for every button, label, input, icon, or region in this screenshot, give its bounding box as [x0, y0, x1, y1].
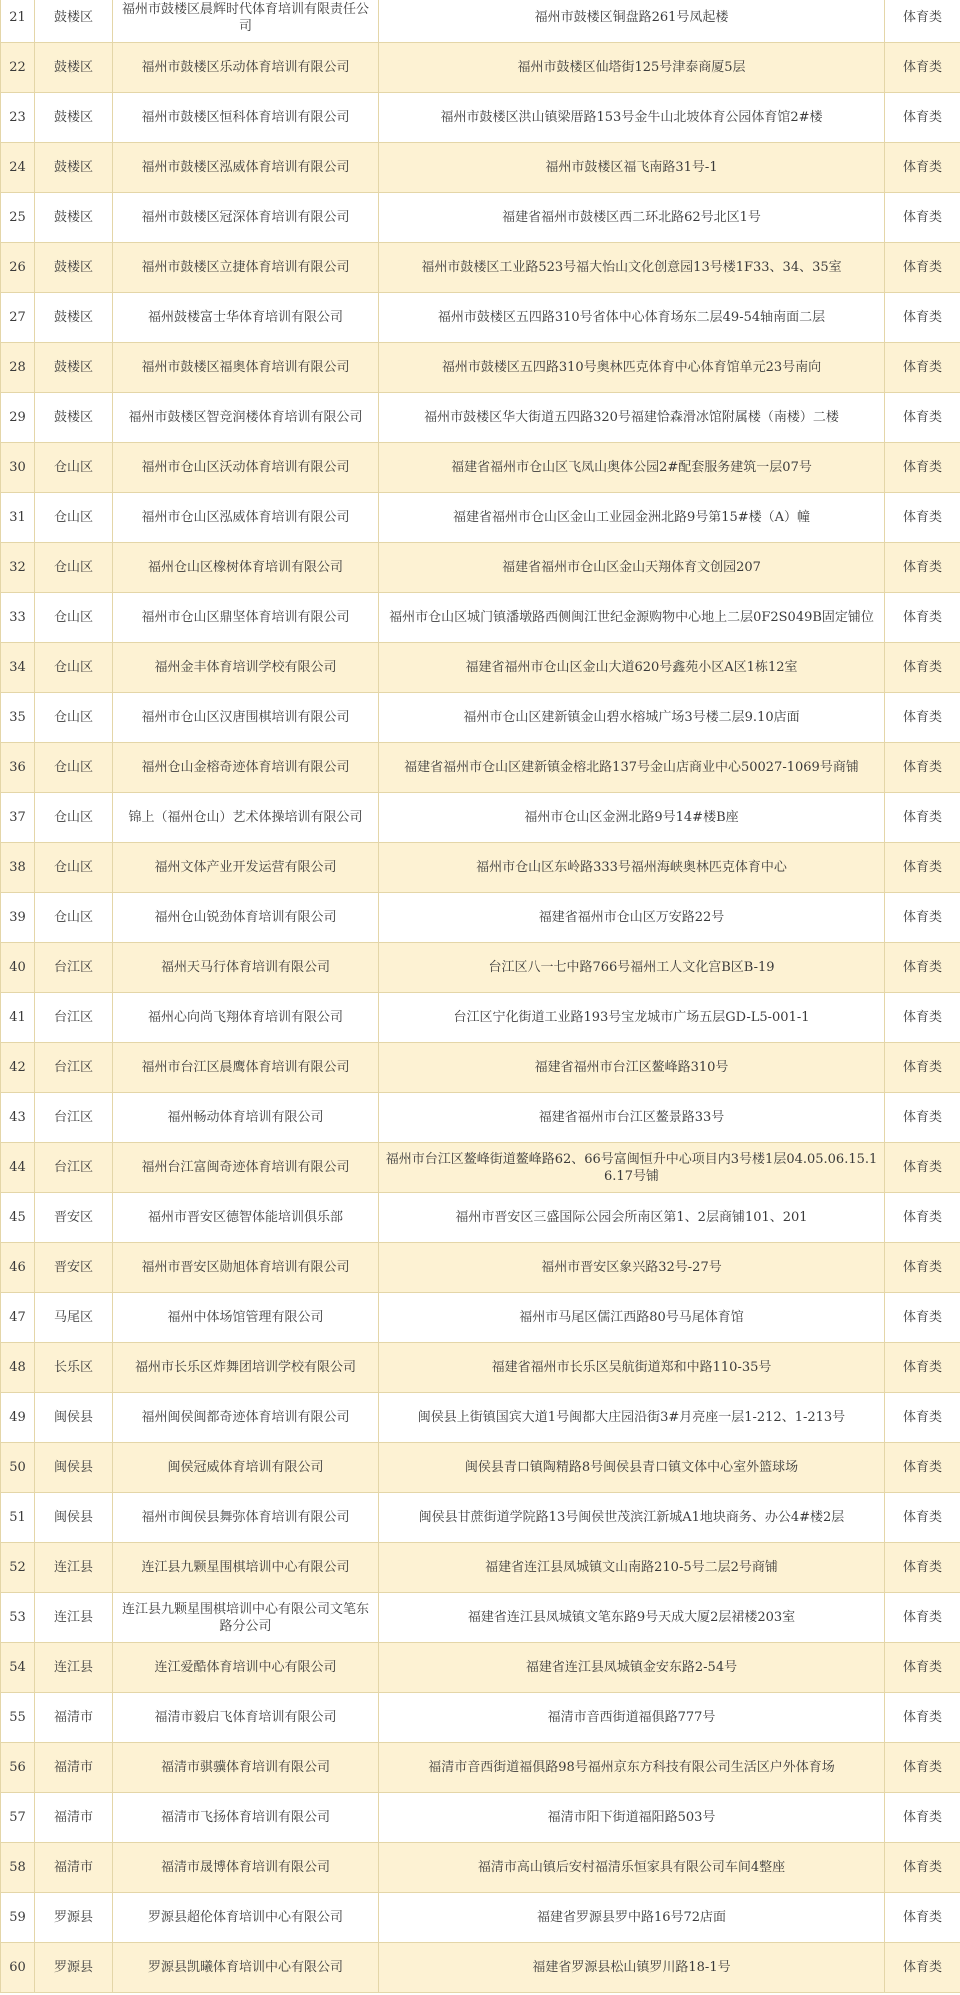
district-cell: 鼓楼区	[35, 193, 113, 243]
category-cell: 体育类	[885, 593, 960, 643]
institution-name-cell: 福州市长乐区炸舞团培训学校有限公司	[113, 1343, 379, 1393]
institution-name-cell: 福州市鼓楼区智竞润楼体育培训有限公司	[113, 393, 379, 443]
district-cell: 连江县	[35, 1643, 113, 1693]
district-cell: 福清市	[35, 1743, 113, 1793]
row-number: 30	[1, 443, 35, 493]
table-row	[1, 843, 960, 893]
table-row	[1, 1943, 960, 1993]
category-cell: 体育类	[885, 793, 960, 843]
category-cell: 体育类	[885, 1693, 960, 1743]
institution-name-cell: 福州市晋安区德智体能培训俱乐部	[113, 1193, 379, 1243]
institution-name-cell: 锦上（福州仓山）艺术体操培训有限公司	[113, 793, 379, 843]
category-cell: 体育类	[885, 1243, 960, 1293]
institution-name-cell: 福州市鼓楼区恒科体育培训有限公司	[113, 93, 379, 143]
district-cell: 仓山区	[35, 843, 113, 893]
district-cell: 福清市	[35, 1843, 113, 1893]
row-number: 60	[1, 1943, 35, 1993]
address-cell: 福州市鼓楼区华大街道五四路320号福建恰森滑冰馆附属楼（南楼）二楼	[379, 393, 885, 443]
category-cell: 体育类	[885, 143, 960, 193]
address-cell: 福州市鼓楼区工业路523号福大怡山文化创意园13号楼1F33、34、35室	[379, 243, 885, 293]
district-cell: 福清市	[35, 1793, 113, 1843]
institution-name-cell: 福清市晟博体育培训有限公司	[113, 1843, 379, 1893]
address-cell: 福建省福州市仓山区金山天翔体育文创园207	[379, 543, 885, 593]
table-row	[1, 893, 960, 943]
address-cell: 福清市高山镇后安村福清乐恒家具有限公司车间4整座	[379, 1843, 885, 1893]
table-row	[1, 593, 960, 643]
district-cell: 鼓楼区	[35, 0, 113, 43]
category-cell: 体育类	[885, 1293, 960, 1343]
institution-name-cell: 福清市飞扬体育培训有限公司	[113, 1793, 379, 1843]
category-cell: 体育类	[885, 693, 960, 743]
address-cell: 台江区八一七中路766号福州工人文化宫B区B-19	[379, 943, 885, 993]
row-number: 55	[1, 1693, 35, 1743]
table-row	[1, 943, 960, 993]
table-row	[1, 1293, 960, 1343]
address-cell: 福建省福州市仓山区金山工业园金洲北路9号第15#楼（A）幢	[379, 493, 885, 543]
district-cell: 台江区	[35, 943, 113, 993]
row-number: 29	[1, 393, 35, 443]
row-number: 52	[1, 1543, 35, 1593]
table-row	[1, 193, 960, 243]
address-cell: 福建省福州市仓山区飞凤山奥体公园2#配套服务建筑一层07号	[379, 443, 885, 493]
address-cell: 福建省福州市仓山区万安路22号	[379, 893, 885, 943]
institution-name-cell: 福州鼓楼富士华体育培训有限公司	[113, 293, 379, 343]
address-cell: 福建省福州市台江区鳌峰路310号	[379, 1043, 885, 1093]
district-cell: 台江区	[35, 1043, 113, 1093]
category-cell: 体育类	[885, 243, 960, 293]
district-cell: 仓山区	[35, 743, 113, 793]
row-number: 39	[1, 893, 35, 943]
district-cell: 闽侯县	[35, 1493, 113, 1543]
institution-name-cell: 福州天马行体育培训有限公司	[113, 943, 379, 993]
table-row	[1, 1643, 960, 1693]
district-cell: 罗源县	[35, 1943, 113, 1993]
row-number: 42	[1, 1043, 35, 1093]
table-row	[1, 293, 960, 343]
institution-name-cell: 连江县九颗星围棋培训中心有限公司	[113, 1543, 379, 1593]
district-cell: 鼓楼区	[35, 143, 113, 193]
institution-name-cell: 福州心向尚飞翔体育培训有限公司	[113, 993, 379, 1043]
address-cell: 福州市仓山区城门镇潘墩路西侧闽江世纪金源购物中心地上二层0F2S049B固定铺位	[379, 593, 885, 643]
table-row	[1, 1043, 960, 1093]
table-row	[1, 1393, 960, 1443]
category-cell: 体育类	[885, 893, 960, 943]
category-cell: 体育类	[885, 0, 960, 43]
row-number: 40	[1, 943, 35, 993]
address-cell: 福清市音西街道福俱路98号福州京东方科技有限公司生活区户外体育场	[379, 1743, 885, 1793]
address-cell: 福州市鼓楼区福飞南路31号-1	[379, 143, 885, 193]
district-cell: 台江区	[35, 993, 113, 1043]
table-row	[1, 243, 960, 293]
category-cell: 体育类	[885, 1443, 960, 1493]
address-cell: 福建省福州市长乐区吴航街道郑和中路110-35号	[379, 1343, 885, 1393]
row-number: 22	[1, 43, 35, 93]
table-row	[1, 443, 960, 493]
institution-name-cell: 福州仓山区橡树体育培训有限公司	[113, 543, 379, 593]
table-row	[1, 1693, 960, 1743]
category-cell: 体育类	[885, 393, 960, 443]
address-cell: 福建省连江县凤城镇文山南路210-5号二层2号商铺	[379, 1543, 885, 1593]
table-row	[1, 1593, 960, 1643]
institution-name-cell: 福州市闽侯县舞弥体育培训有限公司	[113, 1493, 379, 1543]
row-number: 21	[1, 0, 35, 43]
district-cell: 台江区	[35, 1143, 113, 1193]
category-cell: 体育类	[885, 993, 960, 1043]
category-cell: 体育类	[885, 543, 960, 593]
row-number: 47	[1, 1293, 35, 1343]
institution-name-cell: 福州市鼓楼区福奥体育培训有限公司	[113, 343, 379, 393]
district-cell: 仓山区	[35, 593, 113, 643]
district-cell: 闽侯县	[35, 1443, 113, 1493]
district-cell: 仓山区	[35, 443, 113, 493]
institution-name-cell: 福州市仓山区鼎坚体育培训有限公司	[113, 593, 379, 643]
table-row	[1, 1893, 960, 1943]
row-number: 43	[1, 1093, 35, 1143]
address-cell: 福建省连江县凤城镇文笔东路9号天成大厦2层裙楼203室	[379, 1593, 885, 1643]
category-cell: 体育类	[885, 43, 960, 93]
category-cell: 体育类	[885, 1093, 960, 1143]
address-cell: 台江区宁化街道工业路193号宝龙城市广场五层GD-L5-001-1	[379, 993, 885, 1043]
institution-name-cell: 福州市晋安区勋旭体育培训有限公司	[113, 1243, 379, 1293]
category-cell: 体育类	[885, 1743, 960, 1793]
institution-name-cell: 福州闽侯闽都奇迹体育培训有限公司	[113, 1393, 379, 1443]
district-cell: 晋安区	[35, 1243, 113, 1293]
row-number: 24	[1, 143, 35, 193]
table-row	[1, 1543, 960, 1593]
table-row	[1, 1193, 960, 1243]
institution-name-cell: 福州市鼓楼区晨辉时代体育培训有限责任公司	[113, 0, 379, 43]
table-row	[1, 393, 960, 443]
district-cell: 台江区	[35, 1093, 113, 1143]
table-row	[1, 1443, 960, 1493]
institution-name-cell: 福州市台江区晨鹰体育培训有限公司	[113, 1043, 379, 1093]
row-number: 25	[1, 193, 35, 243]
row-number: 57	[1, 1793, 35, 1843]
address-cell: 福州市晋安区象兴路32号-27号	[379, 1243, 885, 1293]
row-number: 45	[1, 1193, 35, 1243]
category-cell: 体育类	[885, 1593, 960, 1643]
district-cell: 马尾区	[35, 1293, 113, 1343]
district-cell: 鼓楼区	[35, 93, 113, 143]
institution-name-cell: 福州市仓山区汉唐围棋培训有限公司	[113, 693, 379, 743]
institution-name-cell: 福州市仓山区泓威体育培训有限公司	[113, 493, 379, 543]
row-number: 50	[1, 1443, 35, 1493]
district-cell: 连江县	[35, 1593, 113, 1643]
institution-name-cell: 福州市仓山区沃动体育培训有限公司	[113, 443, 379, 493]
address-cell: 福州市台江区鳌峰街道鳌峰路62、66号富闽恒升中心项目内3号楼1层04.05.06.15.16.17号铺	[379, 1143, 885, 1193]
table-row	[1, 643, 960, 693]
district-cell: 连江县	[35, 1543, 113, 1593]
category-cell: 体育类	[885, 1343, 960, 1393]
table-row	[1, 1093, 960, 1143]
institution-name-cell: 罗源县凯曦体育培训中心有限公司	[113, 1943, 379, 1993]
row-number: 53	[1, 1593, 35, 1643]
address-cell: 福州市鼓楼区五四路310号省体中心体育场东二层49-54轴南面二层	[379, 293, 885, 343]
address-cell: 福建省福州市鼓楼区西二环北路62号北区1号	[379, 193, 885, 243]
address-cell: 福州市仓山区东岭路333号福州海峡奥林匹克体育中心	[379, 843, 885, 893]
category-cell: 体育类	[885, 1843, 960, 1893]
row-number: 59	[1, 1893, 35, 1943]
category-cell: 体育类	[885, 743, 960, 793]
category-cell: 体育类	[885, 1193, 960, 1243]
address-cell: 福建省罗源县松山镇罗川路18-1号	[379, 1943, 885, 1993]
row-number: 27	[1, 293, 35, 343]
row-number: 38	[1, 843, 35, 893]
row-number: 28	[1, 343, 35, 393]
row-number: 36	[1, 743, 35, 793]
table-row	[1, 143, 960, 193]
institution-name-cell: 福州仓山金榕奇迹体育培训有限公司	[113, 743, 379, 793]
address-cell: 福州市鼓楼区洪山镇梁厝路153号金牛山北坡体育公园体育馆2#楼	[379, 93, 885, 143]
row-number: 54	[1, 1643, 35, 1693]
category-cell: 体育类	[885, 1793, 960, 1843]
category-cell: 体育类	[885, 1393, 960, 1443]
category-cell: 体育类	[885, 943, 960, 993]
district-cell: 仓山区	[35, 643, 113, 693]
category-cell: 体育类	[885, 1643, 960, 1693]
row-number: 32	[1, 543, 35, 593]
district-cell: 晋安区	[35, 1193, 113, 1243]
table-body	[1, 0, 960, 1993]
category-cell: 体育类	[885, 443, 960, 493]
table-row	[1, 1493, 960, 1543]
table-row	[1, 1343, 960, 1393]
table-row	[1, 1243, 960, 1293]
row-number: 41	[1, 993, 35, 1043]
institution-name-cell: 福州金丰体育培训学校有限公司	[113, 643, 379, 693]
address-cell: 福州市鼓楼区五四路310号奥林匹克体育中心体育馆单元23号南向	[379, 343, 885, 393]
institution-name-cell: 福州市鼓楼区泓威体育培训有限公司	[113, 143, 379, 193]
category-cell: 体育类	[885, 643, 960, 693]
category-cell: 体育类	[885, 1943, 960, 1993]
address-cell: 福建省罗源县罗中路16号72店面	[379, 1893, 885, 1943]
table-row	[1, 493, 960, 543]
row-number: 26	[1, 243, 35, 293]
table-row	[1, 543, 960, 593]
address-cell: 福州市马尾区儒江西路80号马尾体育馆	[379, 1293, 885, 1343]
institution-name-cell: 福州文体产业开发运营有限公司	[113, 843, 379, 893]
institution-name-cell: 福清市骐骥体育培训有限公司	[113, 1743, 379, 1793]
row-number: 58	[1, 1843, 35, 1893]
district-cell: 闽侯县	[35, 1393, 113, 1443]
district-cell: 仓山区	[35, 543, 113, 593]
address-cell: 福建省福州市仓山区金山大道620号鑫苑小区A区1栋12室	[379, 643, 885, 693]
table-row	[1, 743, 960, 793]
address-cell: 闽侯县甘蔗街道学院路13号闽侯世茂滨江新城A1地块商务、办公4#楼2层	[379, 1493, 885, 1543]
category-cell: 体育类	[885, 1143, 960, 1193]
institution-name-cell: 福州台江富闽奇迹体育培训有限公司	[113, 1143, 379, 1193]
category-cell: 体育类	[885, 1493, 960, 1543]
address-cell: 福清市阳下街道福阳路503号	[379, 1793, 885, 1843]
district-cell: 鼓楼区	[35, 293, 113, 343]
district-cell: 仓山区	[35, 493, 113, 543]
institution-name-cell: 福州市鼓楼区乐动体育培训有限公司	[113, 43, 379, 93]
row-number: 44	[1, 1143, 35, 1193]
address-cell: 福清市音西街道福俱路777号	[379, 1693, 885, 1743]
address-cell: 福建省福州市仓山区建新镇金榕北路137号金山店商业中心50027-1069号商铺	[379, 743, 885, 793]
institution-name-cell: 福州仓山锐劲体育培训有限公司	[113, 893, 379, 943]
district-cell: 长乐区	[35, 1343, 113, 1393]
address-cell: 福州市仓山区建新镇金山碧水榕城广场3号楼二层9.10店面	[379, 693, 885, 743]
row-number: 23	[1, 93, 35, 143]
row-number: 51	[1, 1493, 35, 1543]
district-cell: 罗源县	[35, 1893, 113, 1943]
table-row	[1, 1793, 960, 1843]
district-cell: 福清市	[35, 1693, 113, 1743]
category-cell: 体育类	[885, 843, 960, 893]
institution-name-cell: 福州市鼓楼区冠深体育培训有限公司	[113, 193, 379, 243]
district-cell: 仓山区	[35, 693, 113, 743]
district-cell: 鼓楼区	[35, 243, 113, 293]
address-cell: 福建省连江县凤城镇金安东路2-54号	[379, 1643, 885, 1693]
category-cell: 体育类	[885, 1543, 960, 1593]
row-number: 56	[1, 1743, 35, 1793]
row-number: 34	[1, 643, 35, 693]
institution-name-cell: 连江爱酷体育培训中心有限公司	[113, 1643, 379, 1693]
category-cell: 体育类	[885, 343, 960, 393]
institution-name-cell: 闽侯冠威体育培训有限公司	[113, 1443, 379, 1493]
table-row	[1, 693, 960, 743]
address-cell: 福州市鼓楼区铜盘路261号凤起楼	[379, 0, 885, 43]
institution-name-cell: 福清市毅启飞体育培训有限公司	[113, 1693, 379, 1743]
table-row	[1, 793, 960, 843]
district-cell: 鼓楼区	[35, 343, 113, 393]
address-cell: 福州市鼓楼区仙塔街125号津泰商厦5层	[379, 43, 885, 93]
district-cell: 仓山区	[35, 893, 113, 943]
district-cell: 鼓楼区	[35, 43, 113, 93]
row-number: 48	[1, 1343, 35, 1393]
address-cell: 福州市晋安区三盛国际公园会所南区第1、2层商铺101、201	[379, 1193, 885, 1243]
table-row	[1, 343, 960, 393]
table-row	[1, 993, 960, 1043]
district-cell: 仓山区	[35, 793, 113, 843]
row-number: 46	[1, 1243, 35, 1293]
category-cell: 体育类	[885, 93, 960, 143]
address-cell: 福建省福州市台江区鳌景路33号	[379, 1093, 885, 1143]
table-row	[1, 93, 960, 143]
row-number: 33	[1, 593, 35, 643]
category-cell: 体育类	[885, 493, 960, 543]
table-row	[1, 1743, 960, 1793]
table-row	[1, 1143, 960, 1193]
address-cell: 闽侯县青口镇陶精路8号闽侯县青口镇文体中心室外篮球场	[379, 1443, 885, 1493]
category-cell: 体育类	[885, 193, 960, 243]
address-cell: 福州市仓山区金洲北路9号14#楼B座	[379, 793, 885, 843]
institution-name-cell: 福州畅动体育培训有限公司	[113, 1093, 379, 1143]
institution-name-cell: 福州市鼓楼区立捷体育培训有限公司	[113, 243, 379, 293]
row-number: 35	[1, 693, 35, 743]
row-number: 49	[1, 1393, 35, 1443]
institution-name-cell: 福州中体场馆管理有限公司	[113, 1293, 379, 1343]
table-row	[1, 0, 960, 43]
district-cell: 鼓楼区	[35, 393, 113, 443]
table-row	[1, 1843, 960, 1893]
row-number: 31	[1, 493, 35, 543]
category-cell: 体育类	[885, 1043, 960, 1093]
row-number: 37	[1, 793, 35, 843]
category-cell: 体育类	[885, 1893, 960, 1943]
address-cell: 闽侯县上街镇国宾大道1号闽都大庄园沿街3#月亮座一层1-212、1-213号	[379, 1393, 885, 1443]
institution-name-cell: 罗源县超伦体育培训中心有限公司	[113, 1893, 379, 1943]
institution-name-cell: 连江县九颗星围棋培训中心有限公司文笔东路分公司	[113, 1593, 379, 1643]
category-cell: 体育类	[885, 293, 960, 343]
table-row	[1, 43, 960, 93]
